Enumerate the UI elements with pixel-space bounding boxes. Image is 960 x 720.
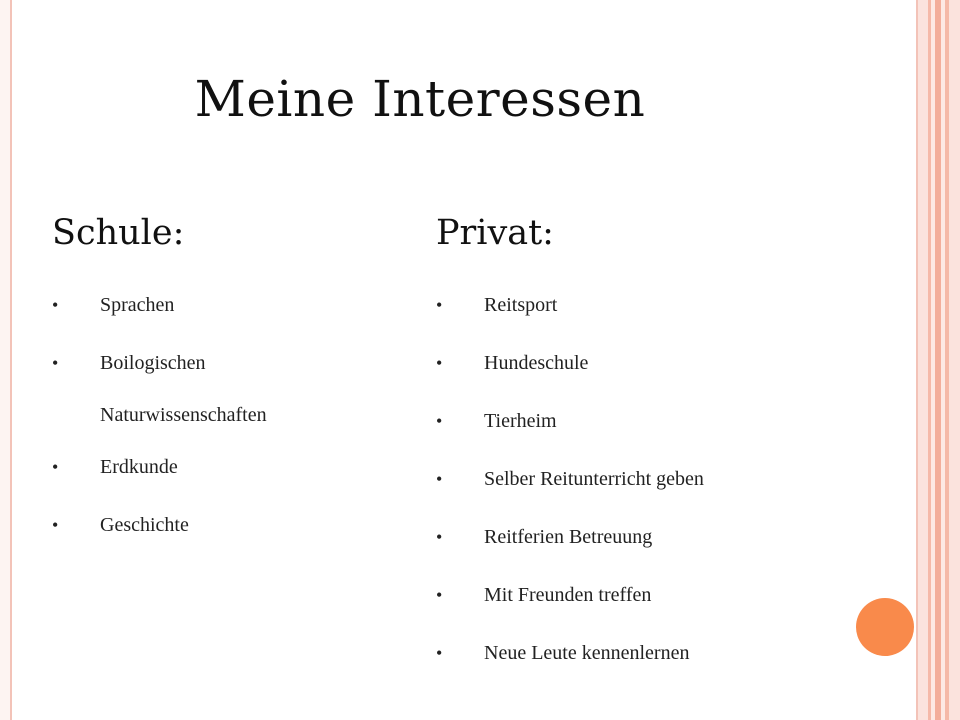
slide-title: Meine Interessen bbox=[194, 70, 646, 128]
list-item: • Geschichte bbox=[52, 496, 412, 554]
list-item: • Boilogischen bbox=[52, 334, 412, 392]
decorative-stripes bbox=[918, 0, 960, 720]
list-item: • Mit Freunden treffen bbox=[436, 566, 876, 624]
school-column bbox=[52, 212, 412, 554]
private-list bbox=[436, 276, 876, 682]
school-heading: Schule: bbox=[52, 213, 185, 253]
list-item: • Reitferien Betreuung bbox=[436, 508, 876, 566]
list-item-continuation: Naturwissenschaften bbox=[100, 404, 267, 426]
private-column bbox=[436, 212, 876, 682]
list-item: • Hundeschule bbox=[436, 334, 876, 392]
list-item: • Selber Reitunterricht geben bbox=[436, 450, 876, 508]
list-item: • Neue Leute kennenlernen bbox=[436, 624, 876, 682]
school-list bbox=[52, 276, 412, 554]
list-item: • Sprachen bbox=[52, 276, 412, 334]
list-item: • Tierheim bbox=[436, 392, 876, 450]
list-item: • Erdkunde bbox=[52, 438, 412, 496]
list-item: • Reitsport bbox=[436, 276, 876, 334]
private-heading: Privat: bbox=[436, 213, 554, 253]
